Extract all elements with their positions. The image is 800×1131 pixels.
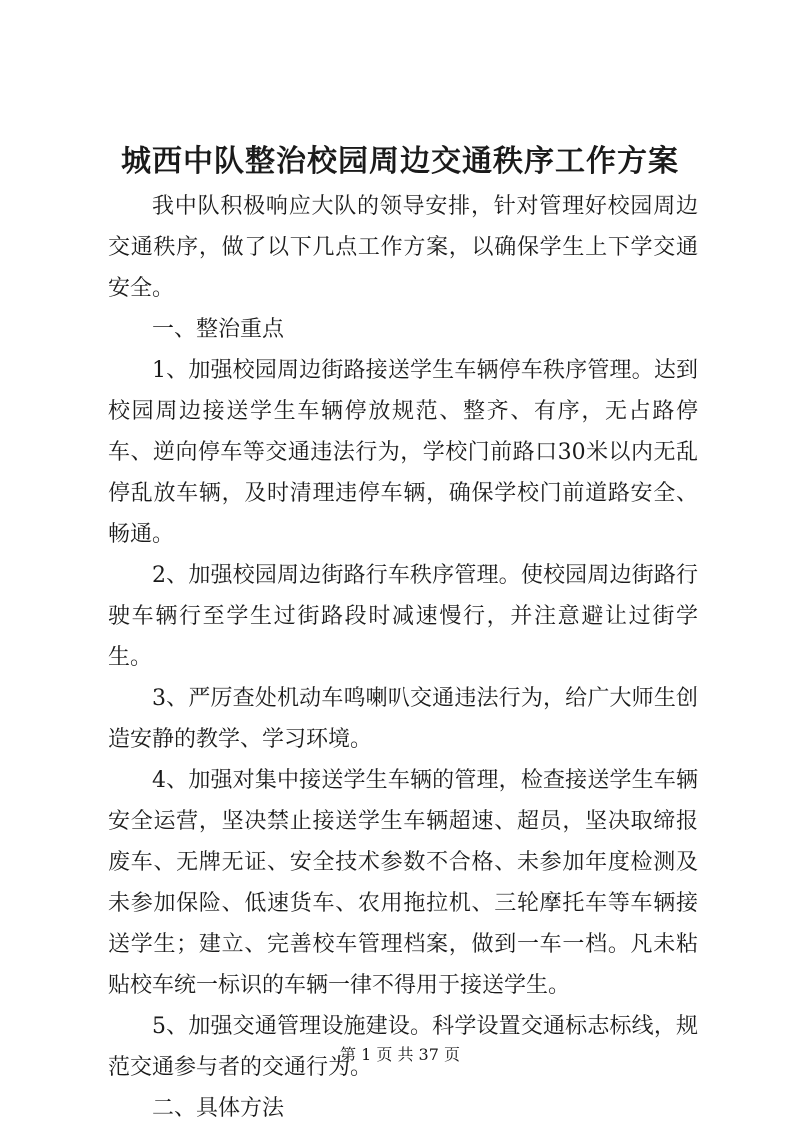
- paragraph-item-2: 2、加强校园周边街路行车秩序管理。使校园周边街路行驶车辆行至学生过街路段时减速慢行，并注意避让过街学生。: [108, 563, 698, 670]
- page-number-footer: 第 1 页 共 37 页: [340, 1045, 460, 1064]
- paragraph-item-4: 4、加强对集中接送学生车辆的管理，检查接送学生车辆安全运营，坚决禁止接送学生车辆超速、超员，坚决取缔报废车、无牌无证、安全技术参数不合格、未参加年度检测及未参加保险、低速货车、农用拖拉机、三轮摩托车等车辆接送学生；建立、完善校车管理档案，做到一车一档。凡未粘贴校车统一标识的车辆一律不得用于接送学生。: [108, 768, 698, 998]
- section-heading-focus: 一、整治重点: [152, 317, 285, 342]
- paragraph-intro: 我中队积极响应大队的领导安排，针对管理好校园周边交通秩序，做了以下几点工作方案，以确保学生上下学交通安全。: [108, 194, 698, 301]
- section-heading-methods: 二、具体方法: [152, 1096, 285, 1121]
- paragraph-item-5: 5、加强交通管理设施建设。科学设置交通标志标线，规范交通参与者的交通行为。: [108, 1014, 698, 1080]
- paragraph-item-1: 1、加强校园周边街路接送学生车辆停车秩序管理。达到校园周边接送学生车辆停放规范、整齐、有序，无占路停车、逆向停车等交通违法行为，学校门前路口30米以内无乱停乱放车辆，及时清理违停车辆，确保学校门前道路安全、畅通。: [108, 358, 698, 547]
- document-title: 城西中队整治校园周边交通秩序工作方案: [121, 144, 679, 179]
- paragraph-item-3: 3、严厉查处机动车鸣喇叭交通违法行为，给广大师生创造安静的教学、学习环境。: [108, 686, 698, 752]
- document-body: [108, 186, 698, 1129]
